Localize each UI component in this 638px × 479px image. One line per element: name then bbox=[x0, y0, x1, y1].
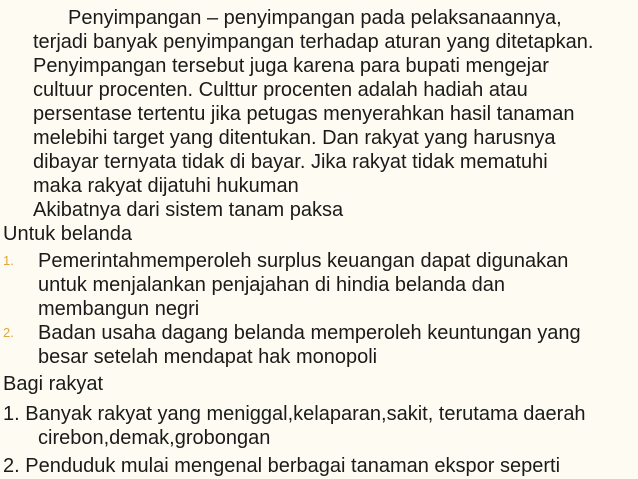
list-item-line: Pemerintahmemperoleh surplus keuangan dapat digunakan bbox=[38, 250, 569, 272]
list-item-line: besar setelah mendapat hak monopoli bbox=[38, 346, 378, 368]
list-item-line: cirebon,demak,grobongan bbox=[38, 427, 271, 449]
paragraph-line: dibayar ternyata tidak di bayar. Jika rakyat tidak mematuhi bbox=[33, 151, 548, 173]
list-item-line: Badan usaha dagang belanda memperoleh keuntungan yang bbox=[38, 322, 581, 344]
rakyat-heading: Bagi rakyat bbox=[3, 373, 104, 395]
list-item-line: membangun negri bbox=[38, 298, 200, 320]
paragraph-line: Penyimpangan tersebut juga karena para bupati mengejar bbox=[33, 55, 549, 77]
paragraph-line: maka rakyat dijatuhi hukuman bbox=[33, 175, 299, 197]
consequences-subheading: Akibatnya dari sistem tanam paksa bbox=[33, 199, 344, 221]
list-item-line: untuk menjalankan penjajahan di hindia belanda dan bbox=[38, 274, 506, 296]
paragraph-line: Penyimpangan – penyimpangan pada pelaksanaannya, bbox=[68, 7, 562, 29]
list-item-line: 1. Banyak rakyat yang meniggal,kelaparan,sakit, terutama daerah bbox=[3, 403, 586, 425]
paragraph-line: cultuur procenten. Culttur procenten adalah hadiah atau bbox=[33, 79, 528, 101]
list-number: 1. bbox=[3, 253, 14, 268]
paragraph-line: persentase tertentu jika petugas menyerahkan hasil tanaman bbox=[33, 103, 575, 125]
paragraph-line: terjadi banyak penyimpangan terhadap aturan yang ditetapkan. bbox=[33, 31, 594, 53]
paragraph-line: melebihi target yang ditentukan. Dan rakyat yang harusnya bbox=[33, 127, 556, 149]
list-item-line: 2. Penduduk mulai mengenal berbagai tanaman ekspor seperti bbox=[3, 455, 561, 477]
list-number: 2. bbox=[3, 325, 14, 340]
belanda-heading: Untuk belanda bbox=[3, 223, 132, 245]
